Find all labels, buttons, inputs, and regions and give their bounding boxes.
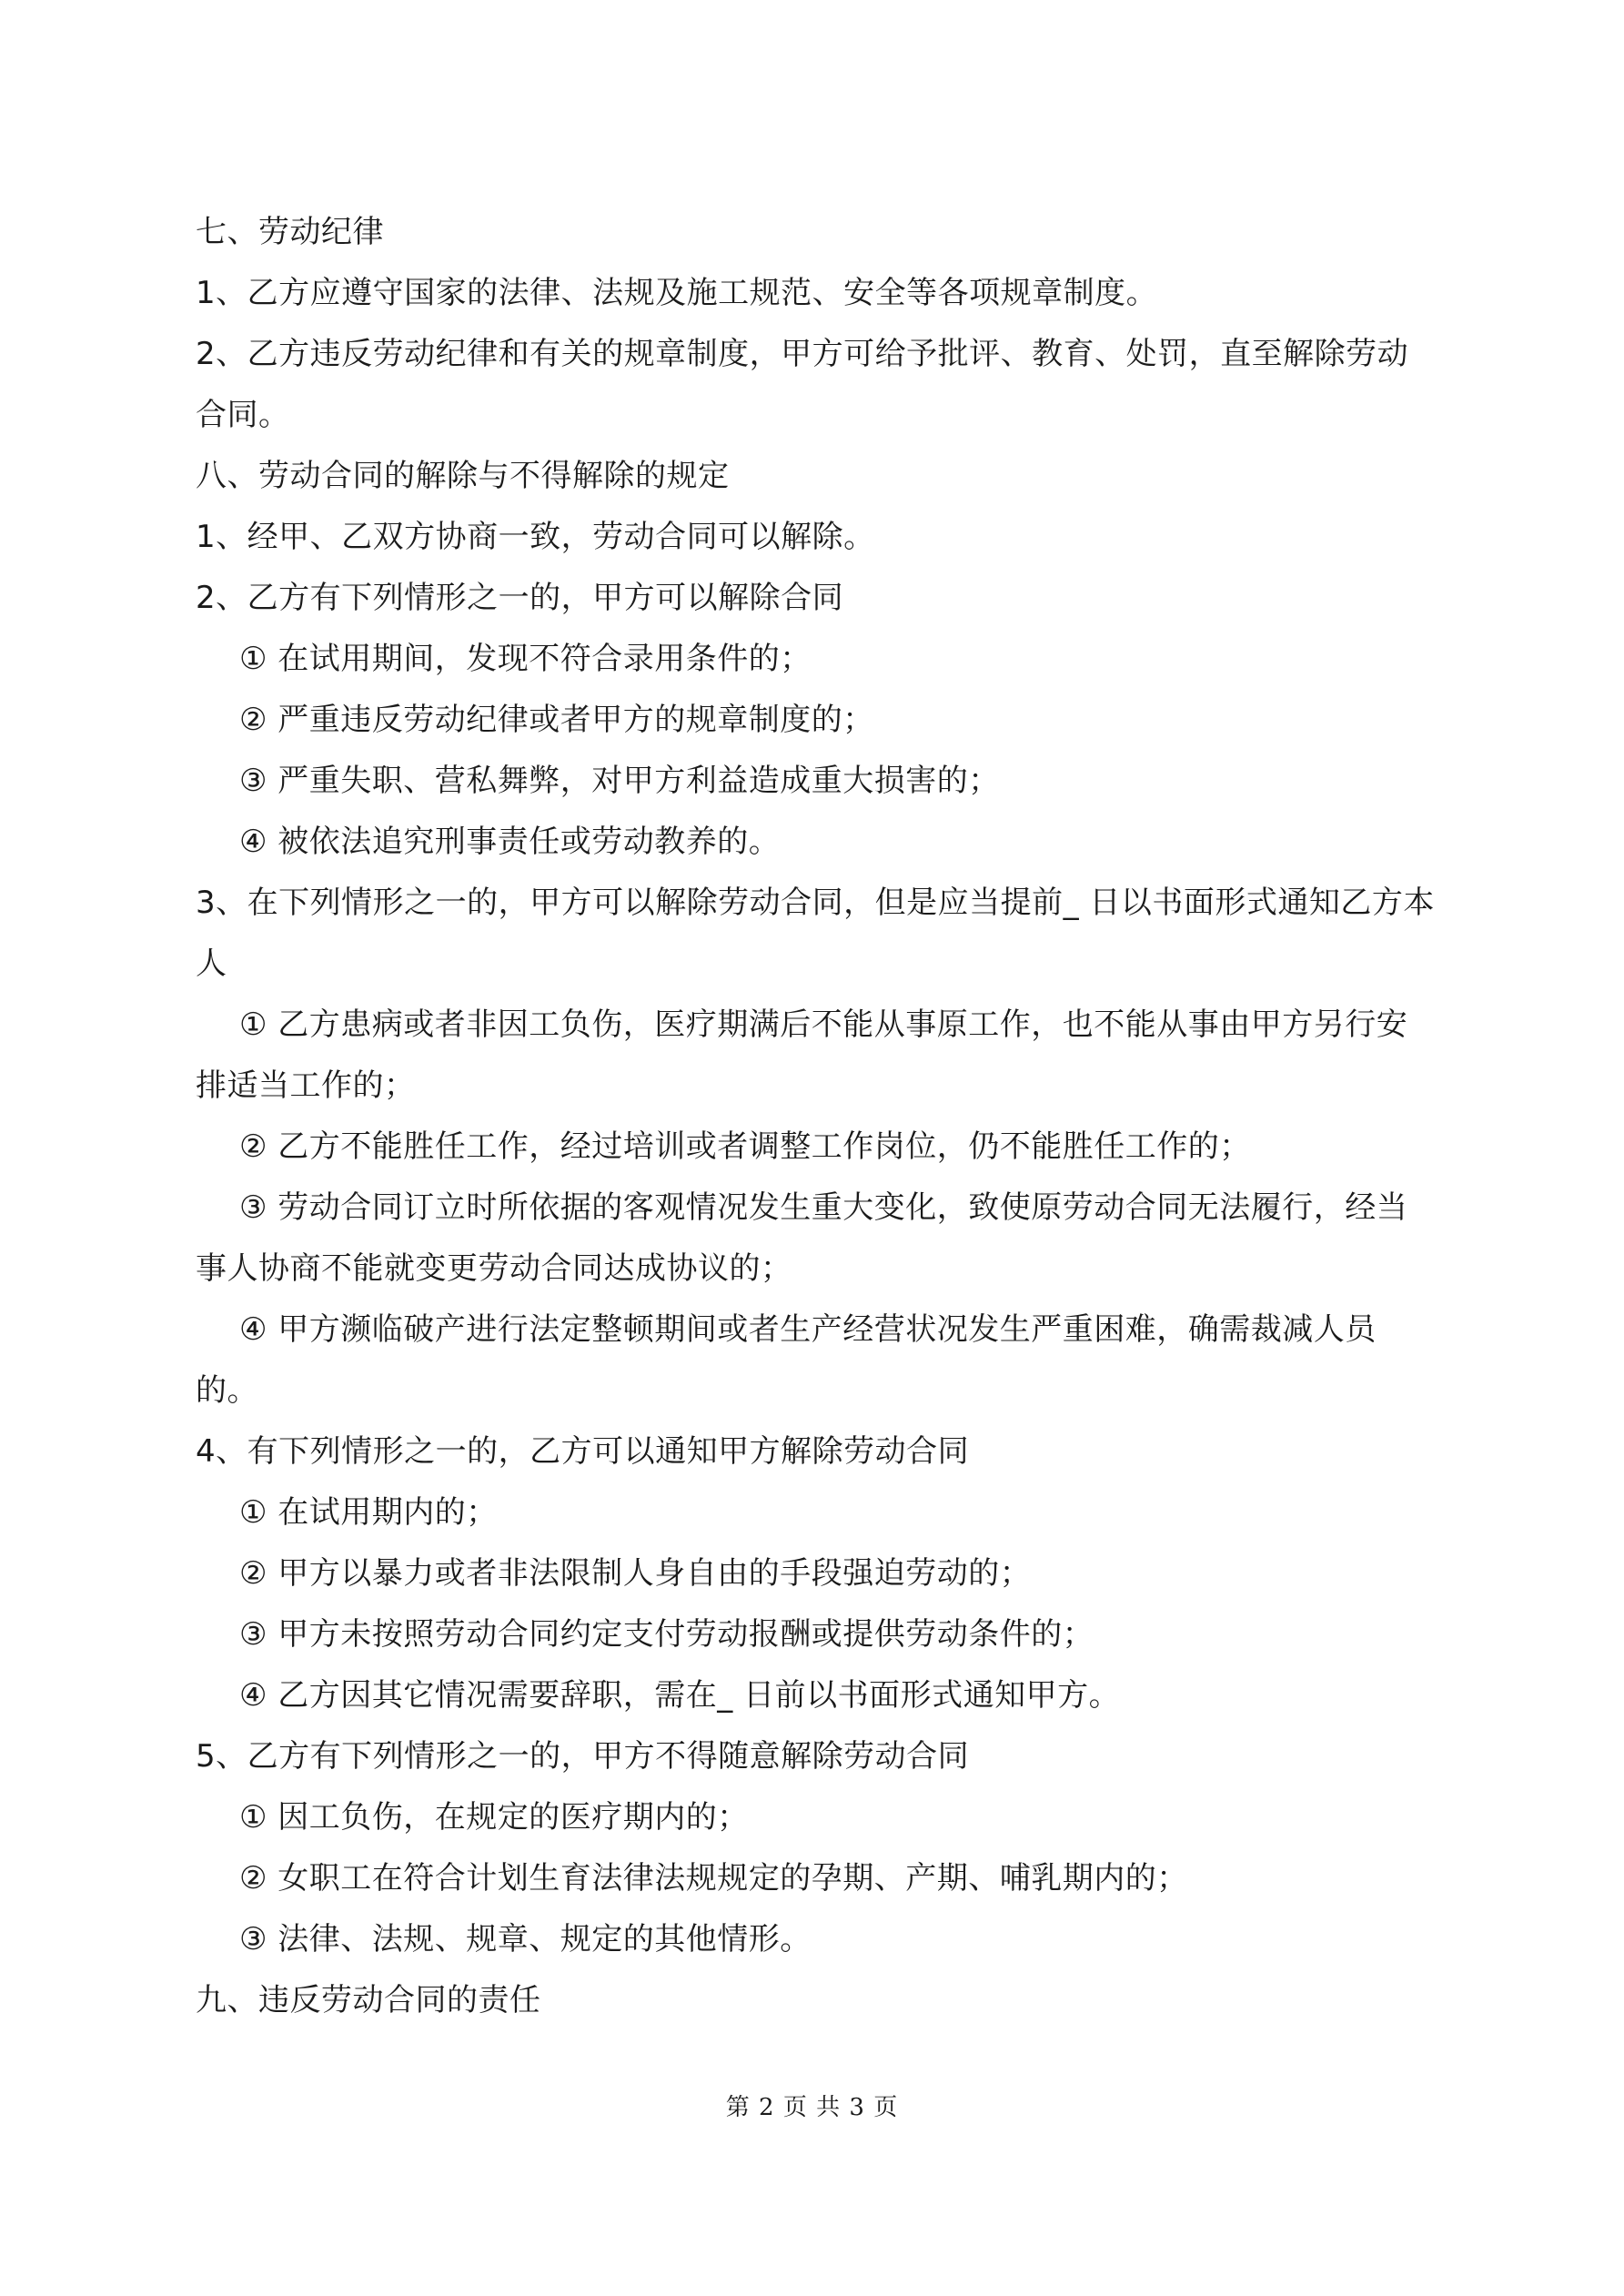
document-body — [196, 202, 1437, 2031]
clause-8-3-item-3: ③ 劳动合同订立时所依据的客观情况发生重大变化，致使原劳动合同无法履行，经当事人协商不能就变更劳动合同达成协议的； — [196, 1189, 1408, 1287]
clause-8-3-item-4: ④ 甲方濒临破产进行法定整顿期间或者生产经营状况发生严重困难，确需裁减人员的。 — [196, 1311, 1377, 1409]
clause-8-2-item-2: ② 严重违反劳动纪律或者甲方的规章制度的； — [239, 702, 874, 738]
clause-8-3: 3、在下列情形之一的，甲方可以解除劳动合同，但是应当提前_ 日以书面形式通知乙方本人 — [196, 885, 1435, 982]
clause-8-5: 5、乙方有下列情形之一的，甲方不得随意解除劳动合同 — [196, 1738, 970, 1775]
section-heading-8: 八、劳动合同的解除与不得解除的规定 — [196, 458, 730, 494]
section-heading-9: 九、违反劳动合同的责任 — [196, 1982, 541, 2018]
clause-8-2-item-3: ③ 严重失职、营私舞弊，对甲方利益造成重大损害的； — [239, 763, 1000, 799]
clause-7-1: 1、乙方应遵守国家的法律、法规及施工规范、安全等各项规章制度。 — [196, 275, 1158, 311]
clause-8-2: 2、乙方有下列情形之一的，甲方可以解除合同 — [196, 580, 844, 616]
clause-8-5-item-2: ② 女职工在符合计划生育法律法规规定的孕期、产期、哺乳期内的； — [239, 1860, 1188, 1896]
clause-8-2-item-1: ① 在试用期间，发现不符合录用条件的； — [239, 641, 812, 677]
clause-8-4-item-4: ④ 乙方因其它情况需要辞职，需在_ 日前以书面形式通知甲方。 — [239, 1677, 1121, 1714]
page-footer: 第 2 页 共 3 页 — [725, 2094, 899, 2121]
clause-8-5-item-3: ③ 法律、法规、规章、规定的其他情形。 — [239, 1921, 812, 1957]
clause-7-2: 2、乙方违反劳动纪律和有关的规章制度，甲方可给予批评、教育、处罚，直至解除劳动合同。 — [196, 336, 1409, 433]
clause-8-4-item-1: ① 在试用期内的； — [239, 1494, 498, 1531]
clause-8-3-item-1: ① 乙方患病或者非因工负伤，医疗期满后不能从事原工作，也不能从事由甲方另行安排适当工作的； — [196, 1006, 1408, 1104]
clause-8-1: 1、经甲、乙双方协商一致，劳动合同可以解除。 — [196, 519, 875, 555]
clause-8-4-item-2: ② 甲方以暴力或者非法限制人身自由的手段强迫劳动的； — [239, 1555, 1032, 1592]
clause-8-4-item-3: ③ 甲方未按照劳动合同约定支付劳动报酬或提供劳动条件的； — [239, 1616, 1094, 1653]
clause-8-4: 4、有下列情形之一的，乙方可以通知甲方解除劳动合同 — [196, 1433, 970, 1470]
clause-8-2-item-4: ④ 被依法追究刑事责任或劳动教养的。 — [239, 824, 781, 860]
clause-8-3-item-2: ② 乙方不能胜任工作，经过培训或者调整工作岗位，仍不能胜任工作的； — [239, 1128, 1251, 1165]
section-heading-7: 七、劳动纪律 — [196, 214, 384, 250]
clause-8-5-item-1: ① 因工负伤，在规定的医疗期内的； — [239, 1799, 749, 1836]
